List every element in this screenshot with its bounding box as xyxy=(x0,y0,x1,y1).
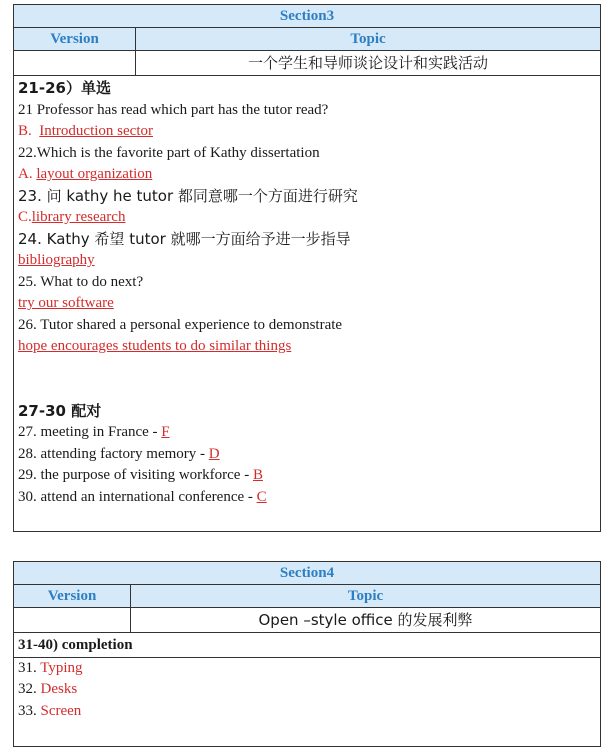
section4-body-row xyxy=(14,632,600,722)
section4-table xyxy=(13,561,601,747)
topic-value: 一个学生和导师谈论设计和实践活动 xyxy=(247,54,488,72)
question-23: 23. 问 kathy he tutor 都同意哪一个方面进行研究 xyxy=(18,186,358,205)
completion-32: 32. Desks xyxy=(18,681,78,697)
version-value xyxy=(14,51,136,75)
question-24: 24. Kathy 希望 tutor 就哪一方面给予进一步指导 xyxy=(18,229,351,248)
completion-31: 31. Typing xyxy=(18,659,83,676)
question-25: 25. What to do next? xyxy=(18,273,144,290)
section3-title: Section3 xyxy=(279,8,335,24)
question-26: 26. Tutor shared a personal experience to demonstrate xyxy=(18,316,343,333)
part-heading: 31-40) completion xyxy=(18,637,133,653)
answer-22: A. layout organization xyxy=(18,166,153,182)
section4-title-row xyxy=(14,562,600,584)
part2-heading: 27-30 配对 xyxy=(18,401,102,420)
answer-24: bibliography xyxy=(18,252,95,268)
section4-header-row xyxy=(14,584,600,607)
section4-topic-row xyxy=(14,607,600,632)
matching-27: 27. meeting in France - F xyxy=(18,424,170,440)
matching-30: 30. attend an international conference - C xyxy=(18,488,267,505)
matching-28: 28. attending factory memory - D xyxy=(18,445,220,462)
topic-value: Open –style office 的发展利弊 xyxy=(258,611,473,629)
answer-26: hope encourages students to do similar things xyxy=(18,338,292,354)
topic-header: Topic xyxy=(347,588,384,604)
matching-29: 29. the purpose of visiting workforce - B xyxy=(18,467,263,483)
completion-33: 33. Screen xyxy=(18,702,82,719)
topic-header: Topic xyxy=(350,31,386,47)
answer-21: B. Introduction sector xyxy=(18,123,153,139)
version-header: Version xyxy=(14,585,131,607)
answer-23: C.library research xyxy=(18,209,126,225)
section3-topic-row xyxy=(14,50,600,75)
section3-header-row xyxy=(14,27,600,50)
answer-25: try our software xyxy=(18,295,114,311)
question-22: 22.Which is the favorite part of Kathy dissertation xyxy=(18,144,320,161)
section4-title: Section4 xyxy=(279,565,335,581)
question-21: 21 Professor has read which part has the tutor read? xyxy=(18,101,329,118)
version-header: Version xyxy=(14,28,136,50)
section3-body-row xyxy=(14,75,600,508)
section3-title-row xyxy=(14,5,600,27)
part1-heading: 21-26）单选 xyxy=(18,79,111,97)
version-value xyxy=(14,608,131,632)
section3-table xyxy=(13,4,601,532)
